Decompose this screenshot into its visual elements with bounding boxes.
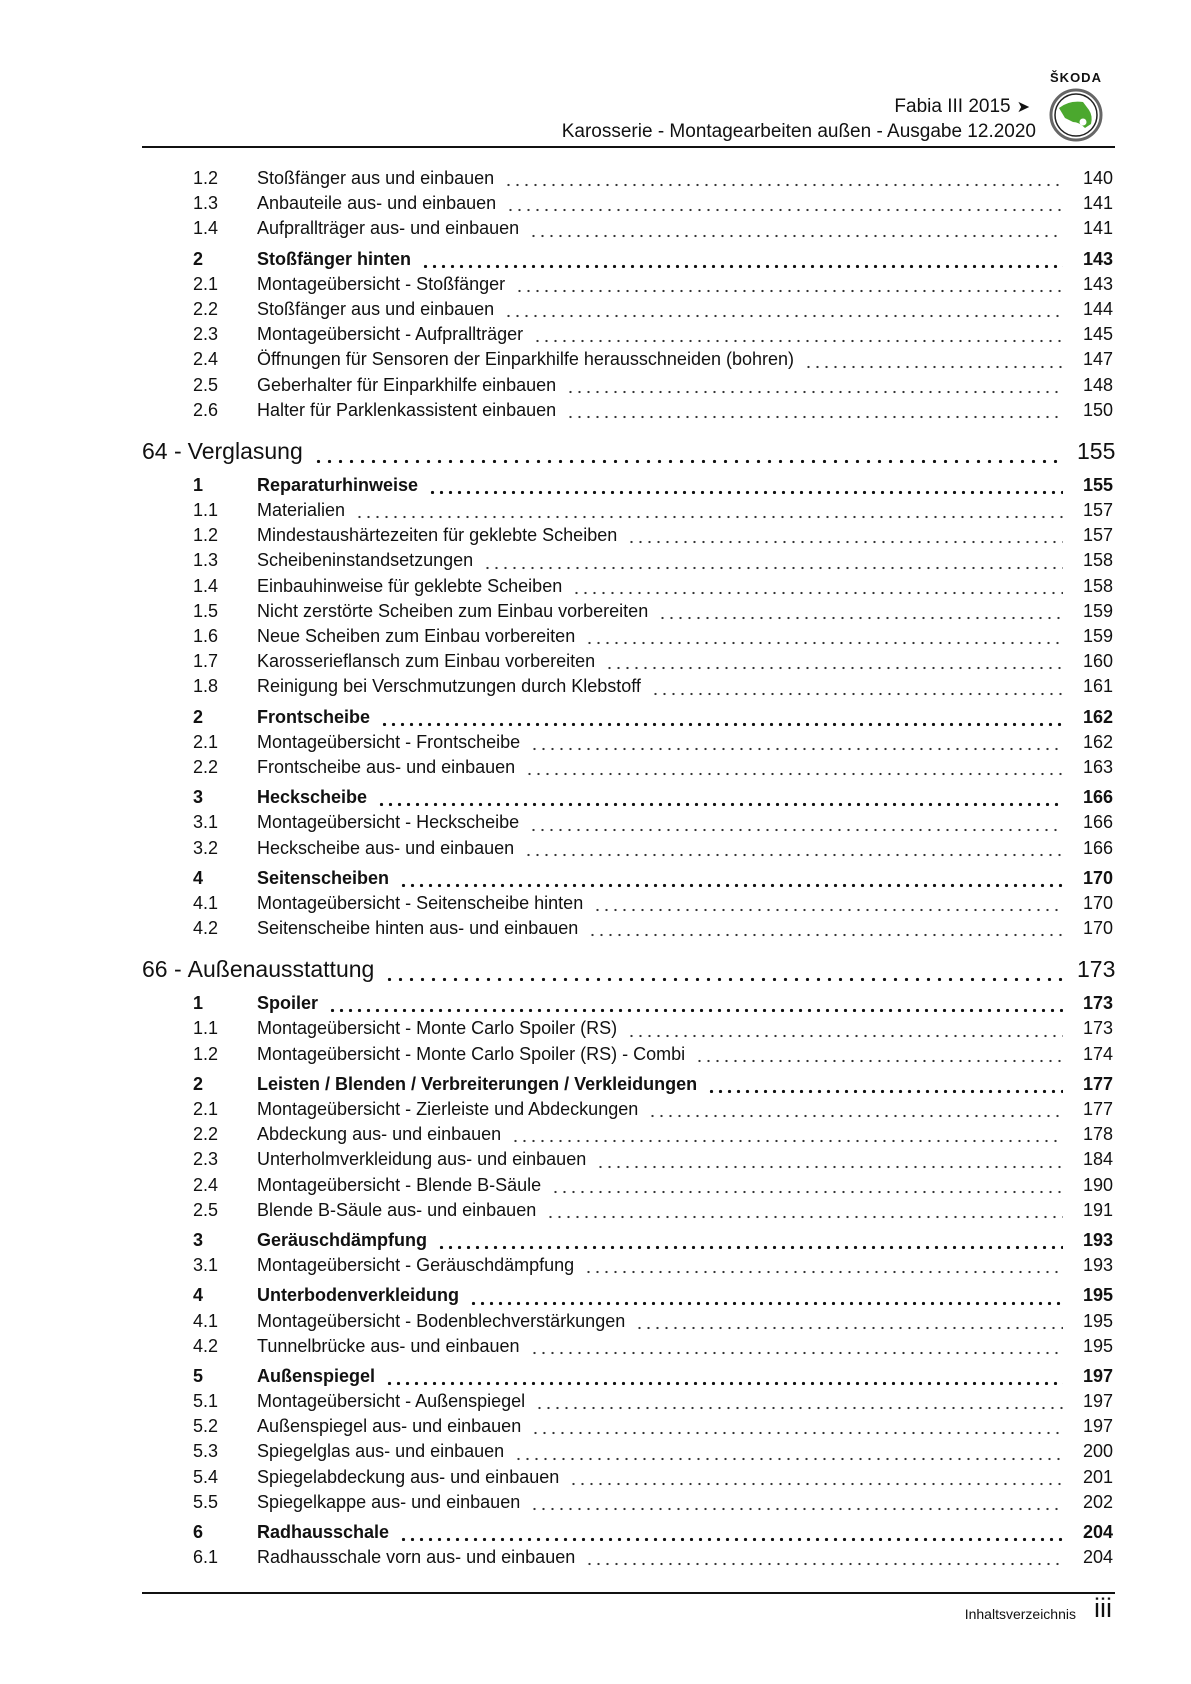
toc-number: 2.2 [193,756,219,777]
toc-title: Mindestaushärtezeiten für geklebte Scheiben [257,525,618,546]
toc-item[interactable] [142,1124,1113,1149]
toc-title: Materialien [257,500,346,521]
toc-number: 5.5 [193,1491,219,1512]
toc-number: 1.3 [193,193,219,214]
toc-title: Reparaturhinweise [257,474,419,495]
toc-section[interactable] [142,1522,1113,1547]
toc-leader [596,1165,1063,1169]
continue-arrow-icon: ➤ [1016,99,1030,116]
toc-number: 64 - [142,437,182,464]
toc-page: 161 [1082,676,1113,697]
toc-number: 1.2 [193,168,219,188]
toc-number: 2.2 [193,298,219,319]
toc-page: 145 [1082,324,1113,345]
toc-page: 170 [1082,918,1113,939]
logo-wordmark: ŠKODA [1050,70,1102,85]
toc-page: 140 [1082,168,1113,188]
toc-title: Außenausstattung [187,956,375,983]
toc-page: 162 [1082,706,1113,727]
toc-page: 147 [1082,349,1113,370]
header-rule [142,146,1115,148]
toc-item[interactable] [142,893,1113,918]
toc-title: Montageübersicht - Außenspiegel [257,1391,526,1412]
toc-title: Außenspiegel aus- und einbauen [257,1416,522,1437]
toc-number: 1 [193,474,204,495]
toc-title: Montageübersicht - Monte Carlo Spoiler (RS) - Combi [257,1043,686,1064]
toc-title: Montageübersicht - Aufprallträger [257,324,524,345]
toc-page: 197 [1082,1365,1113,1386]
toc-title: Leisten / Blenden / Verbreiterungen / Verkleidungen [257,1073,698,1094]
toc-page: 184 [1082,1149,1113,1170]
toc-page: 141 [1082,193,1113,214]
toc-section[interactable] [142,993,1113,1018]
toc-number: 1 [193,993,204,1014]
toc-title: Heckscheibe [257,787,368,808]
toc-page: 160 [1082,651,1113,672]
toc-item[interactable] [142,500,1113,525]
toc-leader [588,933,1063,937]
toc-title: Anbauteile aus- und einbauen [257,193,497,214]
toc-leader [515,289,1063,293]
toc-leader [593,908,1063,912]
toc-item[interactable] [142,812,1113,837]
toc-title: Montageübersicht - Geräuschdämpfung [257,1255,575,1276]
toc-page: 141 [1082,218,1113,239]
toc-title: Aufprallträger aus- und einbauen [257,218,520,239]
toc-item[interactable] [142,349,1113,374]
toc-page: 195 [1082,1285,1113,1306]
toc-leader [313,459,1063,463]
toc-item[interactable] [142,732,1113,757]
toc-leader [651,692,1063,696]
toc-number: 2.5 [193,374,219,395]
toc-item[interactable] [142,193,1113,218]
footer-rule [142,1592,1115,1594]
toc-item[interactable] [142,299,1113,324]
toc-leader [525,772,1063,776]
toc-leader [399,1537,1063,1541]
toc-number: 1.4 [193,218,219,239]
toc-title: Stoßfänger aus und einbauen [257,298,495,319]
toc-item[interactable] [142,1175,1113,1200]
toc-title: Reinigung bei Verschmutzungen durch Klebstoff [257,676,641,697]
toc-leader [531,1431,1063,1435]
toc-title: Geräuschdämpfung [257,1229,428,1250]
toc-page: 195 [1082,1310,1113,1331]
toc-number: 4.1 [193,1310,219,1331]
toc-item[interactable] [142,576,1113,601]
skoda-emblem-icon [1049,88,1103,142]
toc-page: 190 [1082,1174,1113,1195]
toc-leader [511,1139,1063,1143]
toc-title: Radhausschale [257,1522,390,1542]
toc-page: 193 [1082,1255,1113,1276]
document-subtitle: Karosserie - Montagearbeiten außen - Ausgabe 12.2020 [561,121,1036,142]
toc-number: 66 - [142,956,182,983]
toc-number: 2 [193,1073,204,1094]
toc-chapter[interactable] [142,956,1116,988]
toc-page: 148 [1082,374,1113,395]
toc-number: 2.1 [193,1099,219,1119]
toc-item[interactable] [142,274,1113,299]
toc-item[interactable] [142,324,1113,349]
toc-number: 4 [193,1285,204,1306]
toc-item[interactable] [142,1018,1113,1043]
toc-item[interactable] [142,651,1113,676]
toc-item[interactable] [142,1391,1113,1416]
toc-item[interactable] [142,1311,1113,1336]
toc-page: 150 [1082,399,1113,420]
toc-number: 3.2 [193,837,219,858]
toc-page: 204 [1082,1522,1113,1542]
toc-leader [533,339,1063,343]
toc-leader [551,1190,1063,1194]
toc-title: Stoßfänger aus und einbauen [257,168,495,188]
toc-page: 173 [1082,993,1113,1014]
toc-item[interactable] [142,1149,1113,1174]
toc-leader [804,365,1063,369]
toc-title: Seitenscheibe hinten aus- und einbauen [257,918,579,939]
toc-leader [504,183,1063,187]
toc-number: 6 [193,1522,204,1542]
toc-item[interactable] [142,1416,1113,1441]
toc-section[interactable] [142,249,1113,274]
toc-title: Frontscheibe [257,706,371,727]
toc-leader [437,1245,1063,1249]
toc-item[interactable] [142,1547,1113,1572]
toc-page: 157 [1082,525,1113,546]
toc-item[interactable] [142,525,1113,550]
toc-number: 1.1 [193,500,219,521]
toc-leader [529,828,1063,832]
toc-number: 5.2 [193,1416,219,1437]
toc-leader [483,566,1063,570]
toc-number: 2 [193,706,204,727]
toc-number: 1.8 [193,676,219,697]
toc-page: 158 [1082,550,1113,571]
toc-title: Unterbodenverkleidung [257,1285,460,1306]
toc-number: 5 [193,1365,204,1386]
toc-page: 157 [1082,500,1113,521]
toc-leader [566,390,1063,394]
toc-number: 3.1 [193,812,219,833]
toc-leader [584,1270,1063,1274]
toc-title: Spiegelabdeckung aus- und einbauen [257,1466,560,1487]
toc-number: 1.3 [193,550,219,571]
toc-leader [504,314,1063,318]
table-of-contents [142,168,1116,1572]
toc-title: Montageübersicht - Zierleiste und Abdeckungen [257,1099,639,1119]
toc-number: 4.2 [193,918,219,939]
toc-title: Montageübersicht - Seitenscheibe hinten [257,892,584,913]
skoda-logo [1040,70,1112,142]
toc-number: 5.1 [193,1391,219,1412]
toc-chapter[interactable] [142,437,1116,470]
toc-item[interactable] [142,375,1113,400]
toc-item[interactable] [142,1336,1113,1361]
toc-number: 1.2 [193,1043,219,1064]
toc-leader [648,1114,1063,1118]
toc-leader [514,1457,1063,1461]
toc-number: 2.5 [193,1199,219,1220]
toc-page: 144 [1082,298,1113,319]
toc-leader [605,666,1063,670]
toc-leader [428,490,1063,494]
toc-leader [469,1301,1063,1305]
toc-page: 155 [1082,474,1113,495]
toc-title: Karosserieflansch zum Einbau vorbereiten [257,651,596,672]
toc-page: 174 [1082,1043,1113,1064]
toc-item[interactable] [142,1200,1113,1225]
footer-label: Inhaltsverzeichnis [964,1606,1076,1622]
toc-leader [635,1326,1063,1330]
toc-number: 1.1 [193,1018,219,1039]
toc-leader [627,1034,1063,1038]
toc-number: 2.2 [193,1124,219,1145]
toc-title: Seitenscheiben [257,867,390,888]
toc-leader [546,1215,1063,1219]
toc-item[interactable] [142,1467,1113,1492]
toc-page: 191 [1082,1199,1113,1220]
toc-page: 158 [1082,575,1113,596]
toc-title: Heckscheibe aus- und einbauen [257,837,515,858]
toc-page: 166 [1082,787,1113,808]
toc-leader [377,802,1063,806]
toc-title: Halter für Parklenkassistent einbauen [257,399,557,420]
toc-number: 2.4 [193,349,219,370]
toc-page: 202 [1082,1491,1113,1512]
toc-title: Spoiler [257,993,319,1014]
toc-title: Blende B-Säule aus- und einbauen [257,1199,537,1220]
toc-page: 197 [1082,1416,1113,1437]
toc-title: Verglasung [187,437,303,464]
toc-number: 2.1 [193,273,219,294]
toc-leader [707,1089,1063,1093]
toc-leader [535,1406,1063,1410]
toc-section[interactable] [142,475,1113,500]
toc-item[interactable] [142,757,1113,782]
toc-leader [380,722,1063,726]
toc-number: 3.1 [193,1255,219,1276]
toc-section[interactable] [142,707,1113,732]
toc-title: Geberhalter für Einparkhilfe einbauen [257,374,557,395]
toc-leader [328,1008,1063,1012]
toc-number: 2.4 [193,1174,219,1195]
toc-page: 155 [1077,437,1116,464]
toc-leader [384,977,1063,981]
toc-title: Nicht zerstörte Scheiben zum Einbau vorbereiten [257,600,649,621]
toc-item[interactable] [142,1255,1113,1280]
toc-number: 1.5 [193,600,219,621]
toc-number: 2.6 [193,399,219,420]
document-title-text: Fabia III 2015 [894,96,1011,117]
toc-title: Montageübersicht - Heckscheibe [257,812,520,833]
toc-number: 3 [193,787,204,808]
toc-leader [530,1351,1063,1355]
toc-leader [585,1562,1063,1566]
toc-section[interactable] [142,1074,1113,1099]
toc-number: 4.1 [193,892,219,913]
toc-item[interactable] [142,1044,1113,1069]
toc-leader [627,540,1063,544]
toc-leader [566,415,1063,419]
toc-title: Spiegelkappe aus- und einbauen [257,1491,521,1512]
toc-item[interactable] [142,1492,1113,1517]
toc-title: Frontscheibe aus- und einbauen [257,756,516,777]
toc-section[interactable] [142,1230,1113,1255]
toc-item[interactable] [142,168,1113,193]
toc-number: 1.6 [193,626,219,646]
toc-item[interactable] [142,676,1113,701]
toc-page: 163 [1082,756,1113,777]
toc-item[interactable] [142,1099,1113,1124]
document-title [894,96,1030,118]
toc-title: Einbauhinweise für geklebte Scheiben [257,575,563,596]
toc-page: 159 [1082,626,1113,646]
toc-page: 173 [1077,956,1116,983]
toc-number: 6.1 [193,1547,219,1568]
toc-title: Tunnelbrücke aus- und einbauen [257,1335,520,1356]
toc-title: Montageübersicht - Frontscheibe [257,731,521,752]
toc-number: 2 [193,248,204,269]
toc-leader [695,1059,1063,1063]
toc-page: 143 [1082,273,1113,294]
toc-page: 204 [1082,1547,1113,1568]
toc-item[interactable] [142,626,1113,651]
toc-title: Montageübersicht - Monte Carlo Spoiler (RS) [257,1018,618,1039]
toc-item[interactable] [142,218,1113,243]
toc-page: 178 [1082,1124,1113,1145]
toc-number: 1.7 [193,651,219,672]
toc-title: Montageübersicht - Blende B-Säule [257,1174,542,1195]
toc-page: 143 [1082,248,1113,269]
toc-leader [421,264,1063,268]
toc-number: 1.2 [193,525,219,546]
toc-title: Radhausschale vorn aus- und einbauen [257,1547,576,1568]
toc-title: Montageübersicht - Stoßfänger [257,273,506,294]
toc-page: 170 [1082,892,1113,913]
toc-title: Spiegelglas aus- und einbauen [257,1441,505,1462]
toc-title: Montageübersicht - Bodenblechverstärkungen [257,1310,626,1331]
toc-leader [529,234,1063,238]
toc-item[interactable] [142,838,1113,863]
toc-number: 2.3 [193,1149,219,1170]
toc-number: 2.3 [193,324,219,345]
toc-number: 4.2 [193,1335,219,1356]
toc-item[interactable] [142,918,1113,943]
toc-page: 177 [1082,1073,1113,1094]
toc-leader [569,1482,1063,1486]
toc-number: 5.3 [193,1441,219,1462]
toc-page: 193 [1082,1229,1113,1250]
toc-page: 166 [1082,837,1113,858]
toc-page: 166 [1082,812,1113,833]
toc-leader [572,591,1063,595]
toc-page: 170 [1082,867,1113,888]
toc-title: Scheibeninstandsetzungen [257,550,474,571]
toc-page: 195 [1082,1335,1113,1356]
toc-number: 5.4 [193,1466,219,1487]
toc-page: 177 [1082,1099,1113,1119]
toc-page: 201 [1082,1466,1113,1487]
toc-title: Öffnungen für Sensoren der Einparkhilfe herausschneiden (bohren) [257,349,795,370]
toc-leader [585,641,1063,645]
toc-leader [524,853,1063,857]
toc-title: Außenspiegel [257,1365,376,1386]
toc-leader [658,616,1063,620]
toc-page: 197 [1082,1391,1113,1412]
toc-number: 1.4 [193,575,219,596]
toc-leader [506,208,1063,212]
toc-leader [355,515,1063,519]
toc-number: 2.1 [193,731,219,752]
toc-leader [530,1507,1063,1511]
toc-section[interactable] [142,787,1113,812]
toc-section[interactable] [142,868,1113,893]
toc-page: 162 [1082,731,1113,752]
page-number: iii [1094,1593,1112,1623]
toc-number: 3 [193,1229,204,1250]
toc-leader [399,883,1063,887]
toc-section[interactable] [142,1366,1113,1391]
toc-leader [385,1381,1063,1385]
toc-item[interactable] [142,550,1113,575]
toc-leader [530,747,1063,751]
toc-number: 4 [193,867,204,888]
toc-page: 159 [1082,600,1113,621]
toc-title: Abdeckung aus- und einbauen [257,1124,502,1145]
toc-title: Neue Scheiben zum Einbau vorbereiten [257,626,576,646]
toc-item[interactable] [142,1441,1113,1466]
toc-title: Unterholmverkleidung aus- und einbauen [257,1149,587,1170]
toc-item[interactable] [142,601,1113,626]
toc-section[interactable] [142,1285,1113,1310]
toc-item[interactable] [142,400,1113,425]
toc-title: Stoßfänger hinten [257,248,411,269]
toc-page: 200 [1082,1441,1113,1462]
toc-page: 173 [1082,1018,1113,1039]
